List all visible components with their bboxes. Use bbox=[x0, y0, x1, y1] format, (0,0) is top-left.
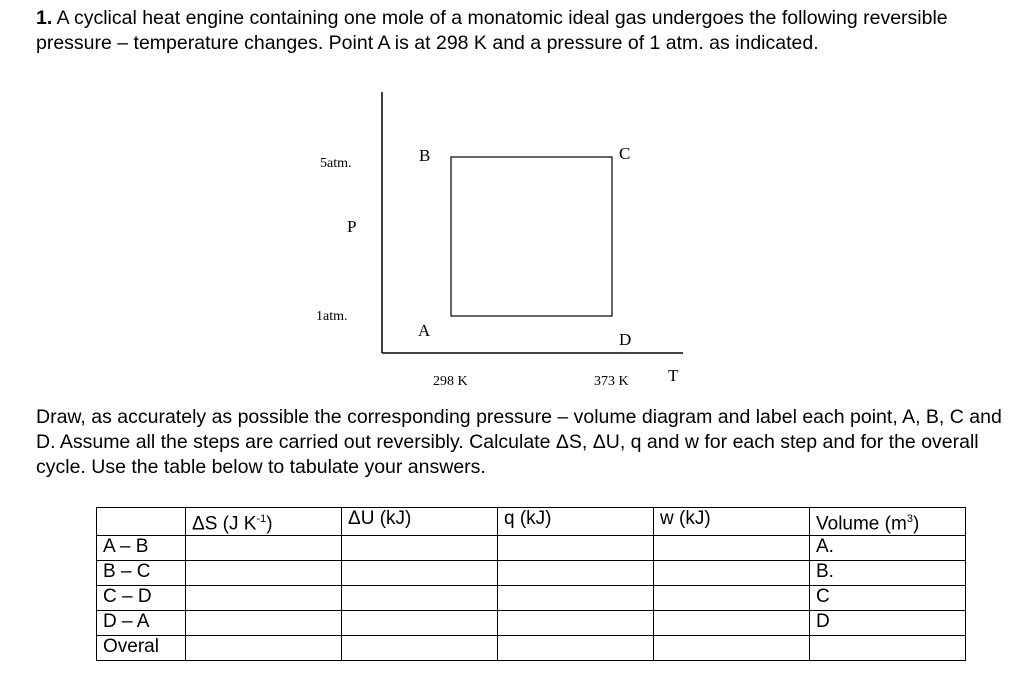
header-entropy: ΔS (J $K^{-1}$) bbox=[186, 508, 342, 536]
t-high-label: 373 K bbox=[594, 374, 629, 389]
question-intro: A cyclical heat engine containing one mole of a monatomic ideal gas undergoes the following reversible pressure – temperature changes. Point A is at 298 K and a pressure of 1 atm. as indicated. bbox=[36, 7, 948, 54]
entropy-cell[interactable] bbox=[186, 536, 342, 561]
question-number: 1. bbox=[36, 7, 53, 29]
volume-cell[interactable]: D bbox=[810, 611, 966, 636]
table-row bbox=[97, 561, 966, 586]
step-label: B – C bbox=[97, 561, 186, 586]
work-cell[interactable] bbox=[654, 611, 810, 636]
energy-cell[interactable] bbox=[342, 586, 498, 611]
energy-cell[interactable] bbox=[342, 611, 498, 636]
step-label: Overal bbox=[97, 636, 186, 661]
header-volume: Volume $(m^3)$ bbox=[810, 508, 966, 536]
heat-cell[interactable] bbox=[498, 586, 654, 611]
heat-cell[interactable] bbox=[498, 536, 654, 561]
table-row bbox=[97, 611, 966, 636]
work-cell[interactable] bbox=[654, 636, 810, 661]
entropy-cell[interactable] bbox=[186, 561, 342, 586]
x-axis-label: T bbox=[668, 366, 679, 385]
point-c-label: C bbox=[619, 144, 631, 163]
work-cell[interactable] bbox=[654, 536, 810, 561]
header-blank-cell bbox=[97, 508, 186, 536]
instructions-text: Draw, as accurately as possible the corresponding pressure – volume diagram and label each point, A, B, C and D. Assume all the steps are carried out reversibly. Calculate ΔS, ΔU, q and w for each step and for the overall cycle. Use the table below to tabulate your answers. bbox=[36, 406, 1002, 478]
energy-cell[interactable] bbox=[342, 561, 498, 586]
table-row bbox=[97, 536, 966, 561]
volume-cell[interactable]: B. bbox=[810, 561, 966, 586]
table-header-row bbox=[97, 508, 966, 536]
header-heat: q (kJ) bbox=[498, 508, 654, 536]
t-low-label: 298 K bbox=[433, 374, 468, 389]
step-label: A – B bbox=[97, 536, 186, 561]
entropy-cell[interactable] bbox=[186, 636, 342, 661]
volume-cell[interactable]: C bbox=[810, 586, 966, 611]
p-low-label: 1atm. bbox=[316, 309, 348, 324]
step-label: D – A bbox=[97, 611, 186, 636]
point-b-label: B bbox=[419, 146, 431, 165]
work-cell[interactable] bbox=[654, 561, 810, 586]
cycle-rectangle bbox=[451, 157, 612, 316]
step-label: C – D bbox=[97, 586, 186, 611]
volume-cell[interactable]: A. bbox=[810, 536, 966, 561]
work-cell[interactable] bbox=[654, 586, 810, 611]
table-row bbox=[97, 586, 966, 611]
y-axis-label: P bbox=[347, 217, 357, 236]
energy-cell[interactable] bbox=[342, 536, 498, 561]
header-energy: ΔU (kJ) bbox=[342, 508, 498, 536]
table-row bbox=[97, 636, 966, 661]
heat-cell[interactable] bbox=[498, 561, 654, 586]
entropy-cell[interactable] bbox=[186, 586, 342, 611]
point-a-label: A bbox=[418, 321, 431, 340]
header-work: w (kJ) bbox=[654, 508, 810, 536]
heat-cell[interactable] bbox=[498, 611, 654, 636]
entropy-cell[interactable] bbox=[186, 611, 342, 636]
heat-cell[interactable] bbox=[498, 636, 654, 661]
answer-table bbox=[96, 507, 966, 661]
point-d-label: D bbox=[619, 330, 632, 349]
p-high-label: 5atm. bbox=[320, 156, 352, 171]
energy-cell[interactable] bbox=[342, 636, 498, 661]
volume-cell[interactable] bbox=[810, 636, 966, 661]
